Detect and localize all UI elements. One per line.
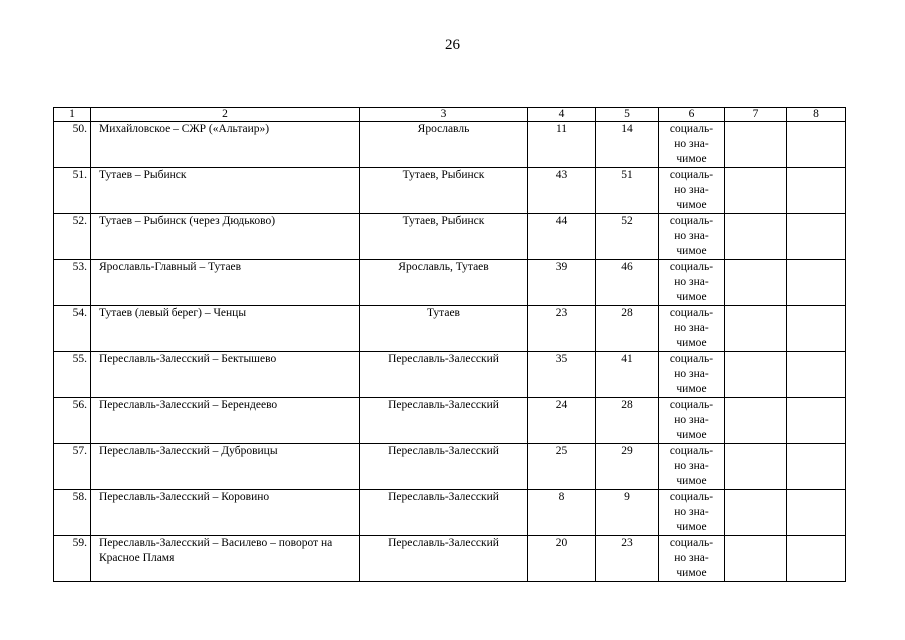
significance-line: социаль- xyxy=(669,261,714,273)
column-5-value-cell: 52 xyxy=(596,214,659,260)
table-row xyxy=(54,444,846,490)
route-name-cell: Переславль-Залесский – Василево – поворот на Красное Пламя xyxy=(91,536,360,582)
significance-line: чимое xyxy=(676,383,707,395)
column-5-value-cell: 41 xyxy=(596,352,659,398)
significance-cell xyxy=(659,444,725,490)
column-5-value-cell: 14 xyxy=(596,122,659,168)
column-8-cell xyxy=(787,214,846,260)
locality-cell: Тутаев, Рыбинск xyxy=(360,168,528,214)
route-name-cell: Тутаев – Рыбинск (через Дюдьково) xyxy=(91,214,360,260)
significance-line: но зна- xyxy=(674,552,709,564)
column-7-cell xyxy=(725,352,787,398)
header-cell-4: 4 xyxy=(528,108,596,122)
locality-cell: Переславль-Залесский xyxy=(360,490,528,536)
significance-cell xyxy=(659,260,725,306)
column-4-value-cell: 8 xyxy=(528,490,596,536)
column-8-cell xyxy=(787,398,846,444)
row-number-cell: 52. xyxy=(54,214,91,260)
table-row xyxy=(54,536,846,582)
significance-line: но зна- xyxy=(674,414,709,426)
column-8-cell xyxy=(787,306,846,352)
significance-line: чимое xyxy=(676,475,707,487)
significance-cell xyxy=(659,398,725,444)
significance-line: чимое xyxy=(676,521,707,533)
locality-cell: Ярославль, Тутаев xyxy=(360,260,528,306)
column-8-cell xyxy=(787,490,846,536)
significance-line: чимое xyxy=(676,153,707,165)
column-7-cell xyxy=(725,444,787,490)
header-cell-2: 2 xyxy=(91,108,360,122)
significance-cell xyxy=(659,306,725,352)
significance-line: но зна- xyxy=(674,184,709,196)
table-row xyxy=(54,352,846,398)
column-5-value-cell: 29 xyxy=(596,444,659,490)
significance-line: социаль- xyxy=(669,491,714,503)
column-5-value-cell: 23 xyxy=(596,536,659,582)
locality-cell: Переславль-Залесский xyxy=(360,444,528,490)
column-4-value-cell: 43 xyxy=(528,168,596,214)
row-number-cell: 55. xyxy=(54,352,91,398)
locality-cell: Тутаев xyxy=(360,306,528,352)
column-4-value-cell: 25 xyxy=(528,444,596,490)
locality-cell: Ярославль xyxy=(360,122,528,168)
column-7-cell xyxy=(725,168,787,214)
significance-cell xyxy=(659,214,725,260)
column-7-cell xyxy=(725,306,787,352)
significance-line: но зна- xyxy=(674,460,709,472)
row-number-cell: 59. xyxy=(54,536,91,582)
significance-cell xyxy=(659,490,725,536)
locality-cell: Переславль-Залесский xyxy=(360,352,528,398)
table-row xyxy=(54,260,846,306)
column-7-cell xyxy=(725,490,787,536)
column-5-value-cell: 28 xyxy=(596,398,659,444)
significance-cell xyxy=(659,536,725,582)
significance-cell xyxy=(659,352,725,398)
route-name-cell: Ярославль-Главный – Тутаев xyxy=(91,260,360,306)
row-number-cell: 58. xyxy=(54,490,91,536)
route-name-cell: Переславль-Залесский – Дубровицы xyxy=(91,444,360,490)
significance-line: чимое xyxy=(676,199,707,211)
significance-line: чимое xyxy=(676,567,707,579)
column-4-value-cell: 20 xyxy=(528,536,596,582)
table-header-row xyxy=(54,108,846,122)
header-cell-7: 7 xyxy=(725,108,787,122)
column-5-value-cell: 51 xyxy=(596,168,659,214)
significance-line: но зна- xyxy=(674,276,709,288)
significance-line: социаль- xyxy=(669,307,714,319)
row-number-cell: 50. xyxy=(54,122,91,168)
table-row xyxy=(54,168,846,214)
significance-line: социаль- xyxy=(669,353,714,365)
significance-line: чимое xyxy=(676,291,707,303)
significance-cell xyxy=(659,168,725,214)
route-name-cell: Переславль-Залесский – Коровино xyxy=(91,490,360,536)
header-cell-3: 3 xyxy=(360,108,528,122)
significance-line: социаль- xyxy=(669,399,714,411)
route-name-cell: Тутаев – Рыбинск xyxy=(91,168,360,214)
column-4-value-cell: 23 xyxy=(528,306,596,352)
header-cell-6: 6 xyxy=(659,108,725,122)
route-name-cell: Переславль-Залесский – Берендеево xyxy=(91,398,360,444)
table-row xyxy=(54,214,846,260)
table-row xyxy=(54,122,846,168)
locality-cell: Переславль-Залесский xyxy=(360,536,528,582)
column-7-cell xyxy=(725,260,787,306)
column-4-value-cell: 44 xyxy=(528,214,596,260)
column-4-value-cell: 35 xyxy=(528,352,596,398)
column-8-cell xyxy=(787,168,846,214)
header-cell-8: 8 xyxy=(787,108,846,122)
significance-line: социаль- xyxy=(669,215,714,227)
column-8-cell xyxy=(787,444,846,490)
table-body xyxy=(54,122,846,582)
column-4-value-cell: 39 xyxy=(528,260,596,306)
row-number-cell: 54. xyxy=(54,306,91,352)
row-number-cell: 51. xyxy=(54,168,91,214)
column-8-cell xyxy=(787,352,846,398)
column-8-cell xyxy=(787,260,846,306)
column-7-cell xyxy=(725,214,787,260)
header-cell-5: 5 xyxy=(596,108,659,122)
column-7-cell xyxy=(725,536,787,582)
routes-table xyxy=(53,107,846,582)
significance-line: социаль- xyxy=(669,445,714,457)
header-cell-1: 1 xyxy=(54,108,91,122)
route-name-cell: Тутаев (левый берег) – Ченцы xyxy=(91,306,360,352)
column-8-cell xyxy=(787,536,846,582)
column-5-value-cell: 28 xyxy=(596,306,659,352)
column-5-value-cell: 46 xyxy=(596,260,659,306)
significance-line: социаль- xyxy=(669,123,714,135)
significance-line: но зна- xyxy=(674,368,709,380)
significance-line: чимое xyxy=(676,245,707,257)
significance-line: чимое xyxy=(676,337,707,349)
significance-line: но зна- xyxy=(674,230,709,242)
significance-line: но зна- xyxy=(674,506,709,518)
significance-line: чимое xyxy=(676,429,707,441)
route-name-cell: Переславль-Залесский – Бектышево xyxy=(91,352,360,398)
table-row xyxy=(54,490,846,536)
column-7-cell xyxy=(725,398,787,444)
column-4-value-cell: 24 xyxy=(528,398,596,444)
significance-line: но зна- xyxy=(674,138,709,150)
locality-cell: Тутаев, Рыбинск xyxy=(360,214,528,260)
row-number-cell: 53. xyxy=(54,260,91,306)
column-7-cell xyxy=(725,122,787,168)
table-row xyxy=(54,398,846,444)
column-8-cell xyxy=(787,122,846,168)
significance-line: но зна- xyxy=(674,322,709,334)
row-number-cell: 57. xyxy=(54,444,91,490)
route-name-cell: Михайловское – СЖР («Альтаир») xyxy=(91,122,360,168)
significance-line: социаль- xyxy=(669,169,714,181)
row-number-cell: 56. xyxy=(54,398,91,444)
column-5-value-cell: 9 xyxy=(596,490,659,536)
significance-cell xyxy=(659,122,725,168)
column-4-value-cell: 11 xyxy=(528,122,596,168)
locality-cell: Переславль-Залесский xyxy=(360,398,528,444)
significance-line: социаль- xyxy=(669,537,714,549)
table-row xyxy=(54,306,846,352)
page-number: 26 xyxy=(445,37,460,53)
